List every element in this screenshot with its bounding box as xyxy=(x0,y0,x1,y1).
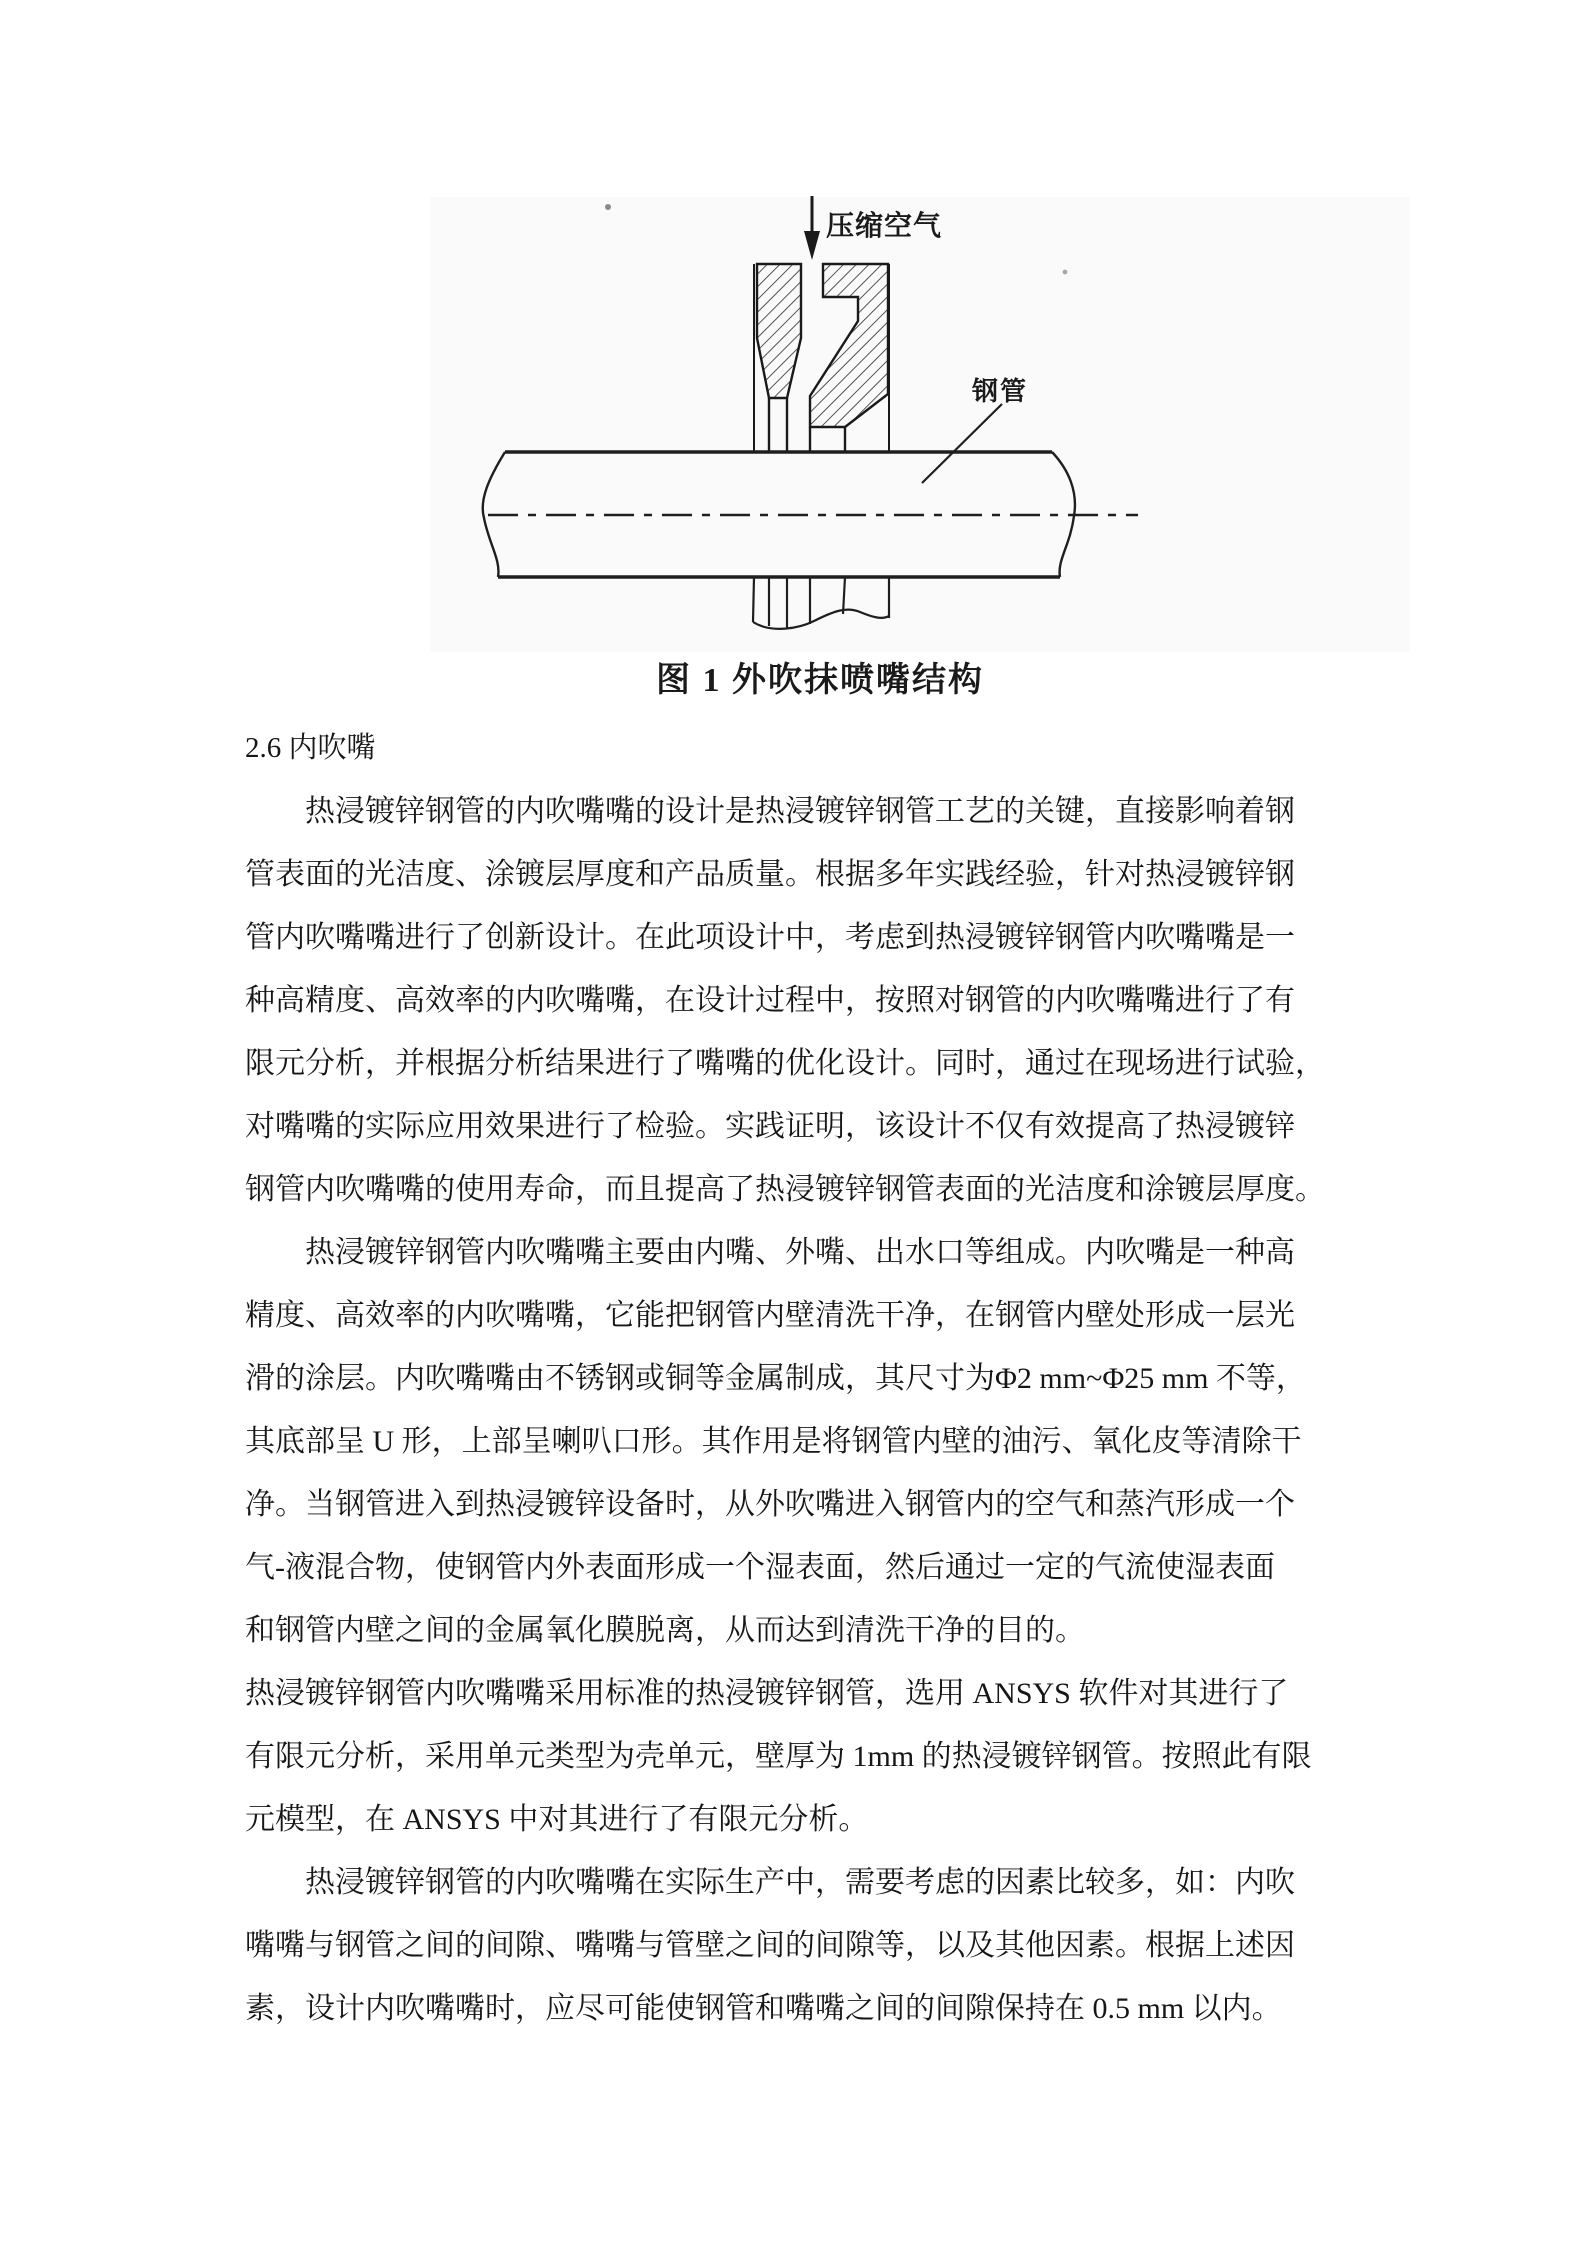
nozzle-structure-diagram xyxy=(480,140,1160,660)
text-line: 限元分析，并根据分析结果进行了嘴嘴的优化设计。同时，通过在现场进行试验， xyxy=(245,1047,1325,1080)
nozzle-right-block xyxy=(810,264,888,427)
steel-pipe xyxy=(483,452,1138,577)
steel-pipe-label: 钢管 xyxy=(972,377,1029,406)
text-line: 素，设计内吹嘴嘴时，应尽可能使钢管和嘴嘴之间的间隙保持在 0.5 mm 以内。 xyxy=(245,1992,1282,2025)
text-line: 其底部呈 U 形，上部呈喇叭口形。其作用是将钢管内壁的油污、氧化皮等清除干 xyxy=(245,1425,1302,1458)
section-heading: 2.6 内吹嘴 xyxy=(245,732,376,764)
text-line: 热浸镀锌钢管的内吹嘴嘴的设计是热浸镀锌钢管工艺的关键，直接影响着钢 xyxy=(305,795,1295,828)
text-line: 热浸镀锌钢管的内吹嘴嘴在实际生产中，需要考虑的因素比较多，如：内吹 xyxy=(305,1866,1295,1899)
nozzle-body xyxy=(754,264,889,452)
compressed-air-arrow xyxy=(804,196,820,260)
text-line: 对嘴嘴的实际应用效果进行了检验。实践证明，该设计不仅有效提高了热浸镀锌 xyxy=(245,1110,1295,1143)
text-line: 滑的涂层。内吹嘴嘴由不锈钢或铜等金属制成，其尺寸为Φ2 mm~Φ25 mm 不等， xyxy=(245,1362,1306,1395)
scan-dot-right xyxy=(1063,270,1068,275)
text-line: 钢管内吹嘴嘴的使用寿命，而且提高了热浸镀锌钢管表面的光洁度和涂镀层厚度。 xyxy=(245,1173,1325,1206)
text-line: 热浸镀锌钢管内吹嘴嘴主要由内嘴、外嘴、出水口等组成。内吹嘴是一种高 xyxy=(305,1236,1295,1269)
text-line: 管表面的光洁度、涂镀层厚度和产品质量。根据多年实践经验，针对热浸镀锌钢 xyxy=(245,858,1295,891)
steel-pipe-leader-line xyxy=(922,404,1002,483)
text-line: 种高精度、高效率的内吹嘴嘴，在设计过程中，按照对钢管的内吹嘴嘴进行了有 xyxy=(245,984,1295,1017)
lower-tubes xyxy=(753,577,889,629)
text-line: 精度、高效率的内吹嘴嘴，它能把钢管内壁清洗干净，在钢管内壁处形成一层光 xyxy=(245,1299,1295,1332)
text-line: 气-液混合物，使钢管内外表面形成一个湿表面，然后通过一定的气流使湿表面 xyxy=(245,1551,1275,1584)
text-line: 管内吹嘴嘴进行了创新设计。在此项设计中，考虑到热浸镀锌钢管内吹嘴嘴是一 xyxy=(245,921,1295,954)
scan-dot-left xyxy=(605,204,611,210)
lower-tubes-break xyxy=(753,610,889,629)
nozzle-left-wedge xyxy=(757,264,801,398)
text-line: 元模型，在 ANSYS 中对其进行了有限元分析。 xyxy=(245,1803,869,1836)
text-line: 嘴嘴与钢管之间的间隙、嘴嘴与管壁之间的间隙等，以及其他因素。根据上述因 xyxy=(245,1929,1295,1962)
body-text xyxy=(245,717,1381,2040)
figure-caption: 图 1 外吹抹喷嘴结构 xyxy=(656,662,984,699)
text-line: 热浸镀锌钢管内吹嘴嘴采用标准的热浸镀锌钢管，选用 ANSYS 软件对其进行了 xyxy=(245,1677,1289,1710)
text-line: 和钢管内壁之间的金属氧化膜脱离，从而达到清洗干净的目的。 xyxy=(245,1614,1085,1647)
text-line: 有限元分析，采用单元类型为壳单元，壁厚为 1mm 的热浸镀锌钢管。按照此有限 xyxy=(245,1740,1312,1773)
paragraph-lines xyxy=(245,780,1381,2040)
text-line: 净。当钢管进入到热浸镀锌设备时，从外吹嘴进入钢管内的空气和蒸汽形成一个 xyxy=(245,1488,1295,1521)
compressed-air-label: 压缩空气 xyxy=(826,211,943,242)
